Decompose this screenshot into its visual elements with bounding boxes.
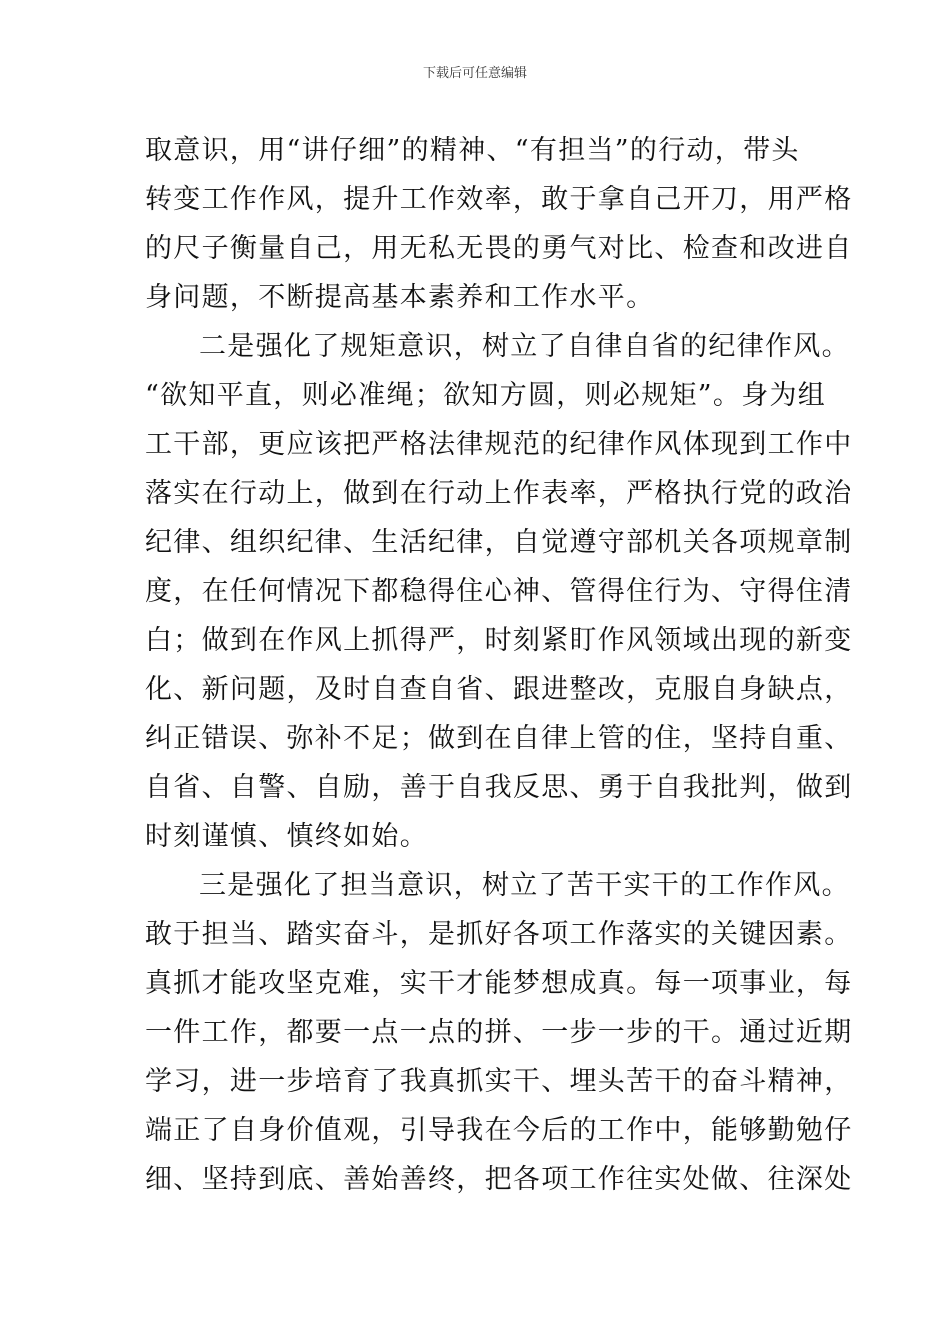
text-line: 化、新问题，及时自查自省、跟进整改，克服自身缺点，	[145, 674, 853, 705]
text-line: 取意识，用“讲仔细”的精神、“有担当”的行动，带头	[145, 135, 800, 166]
text-line: “欲知平直，则必准绳；欲知方圆，则必规矩”。身为组	[145, 380, 827, 411]
text-line: 端正了自身价值观，引导我在今后的工作中，能够勤勉仔	[145, 1115, 853, 1146]
text-line: 落实在行动上，做到在行动上作表率，严格执行党的政治	[145, 478, 853, 509]
text-line: 纠正错误、弥补不足；做到在自律上管的住，坚持自重、	[145, 723, 853, 754]
paragraph-first-line: 三是强化了担当意识，树立了苦干实干的工作作风。	[199, 870, 850, 901]
text-line: 真抓才能攻坚克难，实干才能梦想成真。每一项事业，每	[145, 968, 853, 999]
text-line: 白；做到在作风上抓得严，时刻紧盯作风领域出现的新变	[145, 625, 853, 656]
text-line: 一件工作，都要一点一点的拼、一步一步的干。通过近期	[145, 1017, 853, 1048]
text-line: 的尺子衡量自己，用无私无畏的勇气对比、检查和改进自	[145, 233, 853, 264]
text-line: 细、坚持到底、善始善终，把各项工作往实处做、往深处	[145, 1164, 853, 1195]
text-line: 度，在任何情况下都稳得住心神、管得住行为、守得住清	[145, 576, 853, 607]
text-line: 自省、自警、自励，善于自我反思、勇于自我批判，做到	[145, 772, 853, 803]
paragraph-first-line: 二是强化了规矩意识，树立了自律自省的纪律作风。	[199, 331, 850, 362]
page-header: 下载后可任意编辑	[422, 66, 527, 81]
text-line: 转变工作作风，提升工作效率，敢于拿自己开刀，用严格	[145, 184, 853, 215]
text-line: 学习，进一步培育了我真抓实干、埋头苦干的奋斗精神，	[145, 1066, 853, 1097]
text-line: 纪律、组织纪律、生活纪律，自觉遵守部机关各项规章制	[145, 527, 853, 558]
document-body	[145, 126, 853, 1204]
text-line: 身问题，不断提高基本素养和工作水平。	[145, 282, 655, 313]
text-line: 时刻谨慎、慎终如始。	[145, 821, 428, 852]
text-line: 工干部，更应该把严格法律规范的纪律作风体现到工作中	[145, 429, 853, 460]
text-line: 敢于担当、踏实奋斗，是抓好各项工作落实的关键因素。	[145, 919, 853, 950]
